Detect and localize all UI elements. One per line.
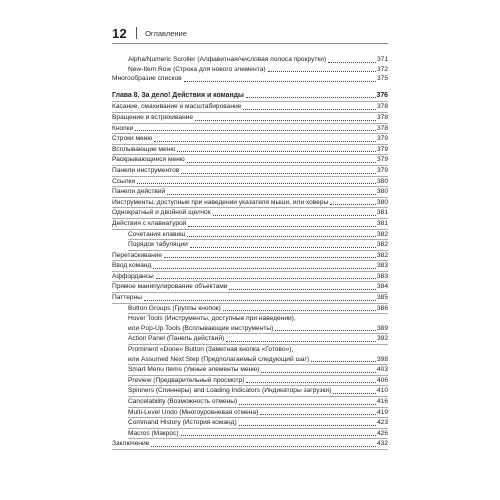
leader-dots xyxy=(246,382,376,383)
toc-entry-page: 406 xyxy=(376,376,388,384)
toc-entry-page: 379 xyxy=(376,145,388,153)
toc-entry[interactable] xyxy=(112,155,388,165)
toc-entry-title: Multi-Level Undo (Многоуровневая отмена) xyxy=(128,408,259,416)
toc-entry[interactable] xyxy=(112,282,388,292)
toc-entry-title: Spinners (Спиннеры) and Loading Indicators (Индикаторы загрузки) xyxy=(128,387,332,395)
toc-entry-title: Alpha/Numeric Scroller (Алфавитная/числовая полоса прокрутки) xyxy=(128,56,327,63)
toc-entry-title: Панели действий xyxy=(112,188,166,196)
toc-entry[interactable] xyxy=(112,314,388,333)
toc-entry-title: Ввод команд xyxy=(112,262,152,270)
toc-entry[interactable] xyxy=(112,240,388,250)
leader-dots xyxy=(213,215,376,216)
toc-entry-page: 382 xyxy=(376,230,388,238)
toc-entry-title: Многообразие списков xyxy=(112,75,182,83)
leader-dots xyxy=(229,289,376,290)
toc-entry[interactable] xyxy=(112,177,388,187)
toc-entry[interactable] xyxy=(112,429,388,439)
toc-entry[interactable] xyxy=(112,334,388,344)
toc-entry-title: Перетаскивание xyxy=(112,251,163,259)
toc-entry[interactable] xyxy=(112,251,388,261)
toc-entry-title: Раскрывающиеся меню xyxy=(112,156,185,164)
leader-dots xyxy=(195,120,376,121)
leader-dots xyxy=(243,109,376,110)
toc-entry[interactable] xyxy=(112,166,388,176)
toc-entry-title-line: или Pop-Up Tools (Всплывающие инструменты) xyxy=(128,324,274,332)
leader-dots xyxy=(190,247,376,248)
toc-entry-page: 378 xyxy=(376,124,388,132)
toc-entry-page: 380 xyxy=(376,198,388,206)
leader-dots xyxy=(239,404,376,405)
leader-dots xyxy=(167,194,376,195)
chapter-heading[interactable] xyxy=(112,91,388,102)
chapter-page: 376 xyxy=(376,91,388,99)
leader-dots xyxy=(311,361,376,362)
toc-entries xyxy=(112,102,388,450)
leader-dots xyxy=(188,226,376,227)
toc-entry-page: 379 xyxy=(376,156,388,164)
toc-entry-page: 432 xyxy=(376,440,388,448)
toc-entry[interactable] xyxy=(112,134,388,144)
header-separator xyxy=(136,27,137,39)
toc-entry-page: 426 xyxy=(376,429,388,437)
toc-entry-page: 380 xyxy=(376,177,388,185)
toc-pre-entries xyxy=(112,55,388,84)
toc-entry-title: Command History (История команд) xyxy=(128,419,237,427)
toc-entry-title: New-Item Row (Строка для нового элемента) xyxy=(128,65,266,73)
toc-entry-title: Macros (Макрос) xyxy=(128,429,179,437)
chapter-title: Глава 8. За дело! Действия и команды xyxy=(112,91,244,99)
toc-entry[interactable] xyxy=(112,418,388,428)
toc-entry-page: 416 xyxy=(376,398,388,405)
toc-entry[interactable] xyxy=(112,408,388,418)
header-rule xyxy=(112,43,388,44)
toc-entry-page: 379 xyxy=(376,135,388,143)
leader-dots xyxy=(177,151,376,152)
toc-entry-last-line xyxy=(128,355,388,365)
toc-entry-title: Инструменты, доступные при наведении указателя мыши, или ховеры xyxy=(112,198,329,206)
toc-entry[interactable] xyxy=(112,365,388,375)
toc-entry-page: 378 xyxy=(376,113,388,121)
toc-entry-page: 381 xyxy=(376,209,388,217)
toc-entry-title: Аффордансы xyxy=(112,272,154,280)
leader-dots xyxy=(187,236,376,237)
toc-entry-page: 419 xyxy=(376,408,388,416)
running-title: Оглавление xyxy=(145,28,187,38)
toc-entry-page: 378 xyxy=(376,103,388,111)
leader-dots xyxy=(328,62,376,63)
toc-entry-title-line: или Assumed Next Step (Предполагаемый следующий шаг) xyxy=(128,355,310,363)
toc-entry[interactable] xyxy=(112,55,388,65)
toc-entry-title: Сочетания клавиш xyxy=(128,230,186,238)
toc-entry-title: Однократный и двойной щелчок xyxy=(112,209,211,217)
leader-dots xyxy=(333,393,376,394)
toc-entry-title: Прямое манипулирование объектами xyxy=(112,283,228,291)
toc-entry-page: 385 xyxy=(376,294,388,302)
toc-entry-title: Вращение и встряхивание xyxy=(112,113,194,121)
section-gap xyxy=(112,84,388,91)
toc-entry-page: 423 xyxy=(376,419,388,427)
leader-dots xyxy=(181,173,376,174)
toc-entry[interactable] xyxy=(112,272,388,282)
toc-entry[interactable] xyxy=(112,230,388,240)
toc-entry-title: Preview (Предварительный просмотр) xyxy=(128,376,245,384)
toc-entry[interactable] xyxy=(112,397,388,407)
toc-entry[interactable] xyxy=(112,304,388,314)
leader-dots xyxy=(137,183,376,184)
leader-dots xyxy=(184,81,376,82)
toc-entry-title: Порядок табуляции xyxy=(128,241,188,249)
leader-dots xyxy=(275,330,376,331)
toc-entry-page: 389 xyxy=(376,324,388,332)
leader-dots xyxy=(187,162,376,163)
leader-dots xyxy=(330,204,376,205)
entry-rule xyxy=(112,449,388,450)
toc-entry-page: 375 xyxy=(376,75,388,83)
leader-dots xyxy=(260,414,376,415)
leader-dots xyxy=(135,130,376,131)
toc-entry[interactable] xyxy=(112,187,388,197)
page-number: 12 xyxy=(112,25,128,41)
toc-entry-title: Smart Menu Items (Умные элементы меню) xyxy=(128,366,260,374)
toc-entry-title: Ссылки xyxy=(112,177,136,185)
leader-dots xyxy=(156,278,376,279)
leader-dots xyxy=(153,268,376,269)
toc-entry-title: Всплывающие меню xyxy=(112,145,176,153)
toc-entry-page: 410 xyxy=(376,387,388,395)
toc-entry[interactable] xyxy=(112,145,388,155)
toc-entry-page: 371 xyxy=(376,56,388,63)
toc-entry-title: Action Panel (Панель действий) xyxy=(128,335,225,343)
toc-entry[interactable] xyxy=(112,261,388,271)
toc-entry[interactable] xyxy=(112,74,388,84)
leader-dots xyxy=(268,71,376,72)
leader-dots xyxy=(239,425,376,426)
toc-entry-page: 384 xyxy=(376,283,388,291)
toc-entry-page: 383 xyxy=(376,272,388,280)
toc-entry-page: 382 xyxy=(376,241,388,249)
toc-entry-page: 403 xyxy=(376,366,388,374)
toc-entry[interactable] xyxy=(112,102,388,112)
toc-entry-page: 386 xyxy=(376,304,388,312)
toc-entry[interactable] xyxy=(112,198,388,208)
toc-entry-page: 372 xyxy=(376,65,388,73)
toc-entry-title: Заключение xyxy=(112,440,150,448)
leader-dots xyxy=(151,446,376,447)
toc-entry[interactable] xyxy=(112,376,388,386)
toc-entry-title-line: Hover Tools (Инструменты, доступные при наведении), xyxy=(128,315,296,323)
leader-dots xyxy=(154,141,376,142)
toc-entry-title-line: Prominent «Done» Button (Заметная кнопка «Готово»), xyxy=(128,346,294,354)
toc-entry-page: 392 xyxy=(376,335,388,343)
leader-dots xyxy=(246,97,376,98)
toc-entry[interactable] xyxy=(112,65,388,75)
toc-entry[interactable] xyxy=(112,219,388,229)
toc-entry-page: 382 xyxy=(376,251,388,259)
toc-entry[interactable] xyxy=(112,439,388,449)
leader-dots xyxy=(226,341,376,342)
table-of-contents xyxy=(112,55,388,450)
toc-entry-title: Действия с клавиатурой xyxy=(112,219,187,227)
toc-entry[interactable] xyxy=(112,208,388,218)
leader-dots xyxy=(144,300,376,301)
toc-entry-last-line xyxy=(128,324,388,334)
toc-entry-title: Панели инструментов xyxy=(112,166,180,174)
toc-entry[interactable] xyxy=(112,113,388,123)
toc-entry-page: 398 xyxy=(376,355,388,363)
toc-entry-title: Button Groups (Группы кнопок) xyxy=(128,304,221,312)
toc-entry-page: 379 xyxy=(376,166,388,174)
toc-entry-page: 381 xyxy=(376,219,388,227)
toc-entry-title: Строки меню xyxy=(112,135,153,143)
toc-entry-title: Кнопки xyxy=(112,124,134,132)
leader-dots xyxy=(181,435,376,436)
toc-entry-title: Cancelability (Возможность отмены) xyxy=(128,398,238,405)
toc-entry[interactable] xyxy=(112,124,388,134)
toc-entry[interactable] xyxy=(112,386,388,396)
page-header xyxy=(112,24,388,42)
toc-entry-page: 380 xyxy=(376,188,388,196)
toc-entry[interactable] xyxy=(112,293,388,303)
toc-entry-title: Касание, смахивание и масштабирование xyxy=(112,103,242,111)
leader-dots xyxy=(223,310,376,311)
toc-entry-title: Паттерны xyxy=(112,294,142,302)
leader-dots xyxy=(164,257,376,258)
leader-dots xyxy=(261,372,376,373)
toc-entry[interactable] xyxy=(112,345,388,364)
toc-entry-page: 383 xyxy=(376,262,388,270)
